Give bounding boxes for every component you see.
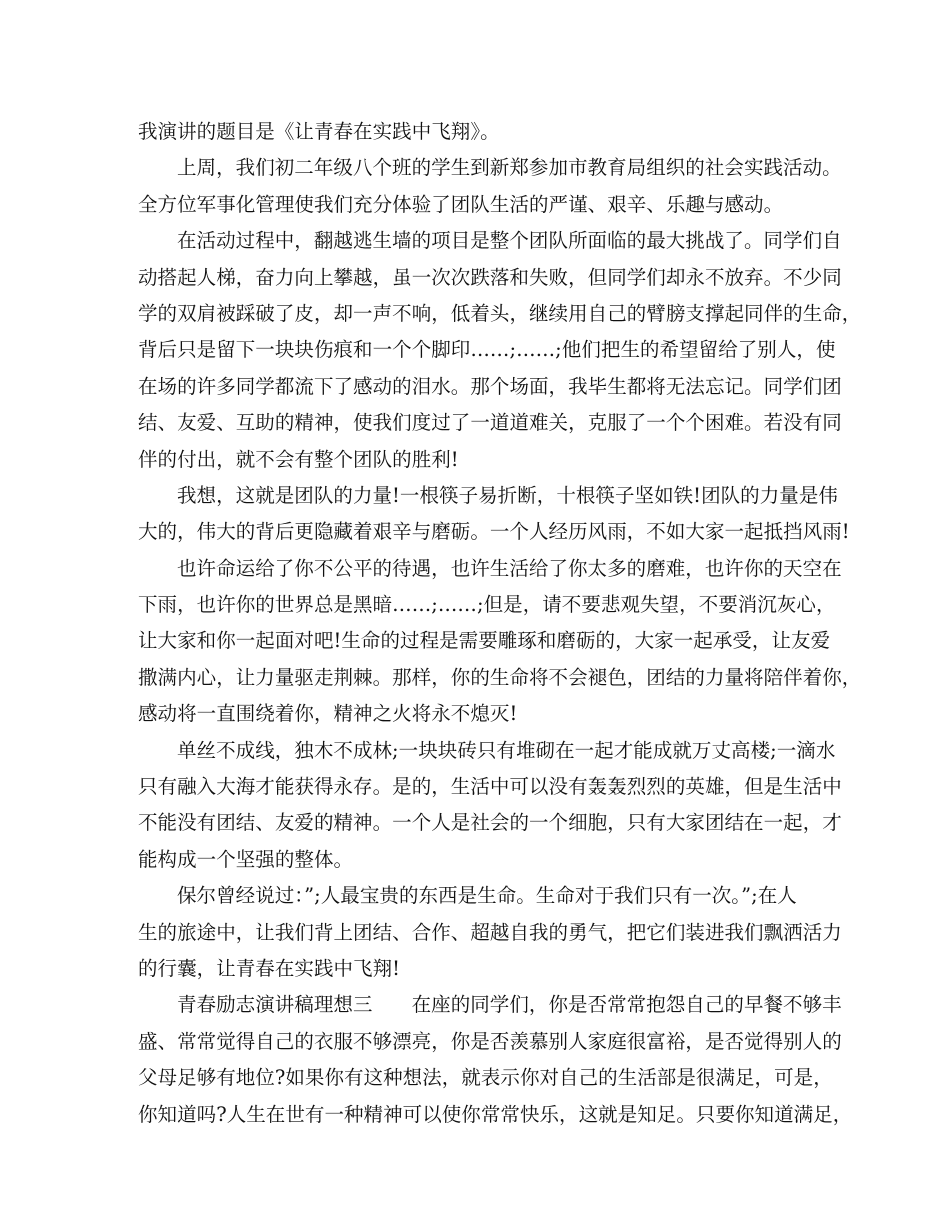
text-line: 让大家和你一起面对吧!生命的过程是需要雕琢和磨砺的，大家一起承受，让友爱 bbox=[138, 629, 831, 653]
text-line: 下雨，也许你的世界总是黑暗……;……;但是，请不要悲观失望，不要消沉灰心， bbox=[138, 593, 836, 617]
text-line: 生的旅途中，让我们背上团结、合作、超越自我的勇气，把它们装进我们飘洒活力 bbox=[138, 920, 842, 944]
text-line: 在场的许多同学都流下了感动的泪水。那个场面，我毕生都将无法忘记。同学们团 bbox=[138, 374, 842, 398]
document-body bbox=[138, 114, 862, 1133]
text-line: 父母足够有地位?如果你有这种想法，就表示你对自己的生活部是很满足，可是， bbox=[138, 1066, 833, 1090]
text-line: 青春励志演讲稿理想三 在座的同学们，你是否常常抱怨自己的早餐不够丰 bbox=[177, 993, 842, 1017]
text-line: 也许命运给了你不公平的待遇，也许生活给了你太多的磨难，也许你的天空在 bbox=[177, 556, 842, 580]
text-line: 保尔曾经说过：”;人最宝贵的东西是生命。生命对于我们只有一次。”;在人 bbox=[177, 884, 797, 908]
text-line: 上周，我们初二年级八个班的学生到新郑参加市教育局组织的社会实践活动。 bbox=[177, 156, 842, 180]
text-line: 伴的付出，就不会有整个团队的胜利! bbox=[138, 447, 459, 471]
text-line: 盛、常常觉得自己的衣服不够漂亮，你是否羡慕别人家庭很富裕，是否觉得别人的 bbox=[138, 1029, 842, 1053]
text-line: 我演讲的题目是《让青春在实践中飞翔》。 bbox=[138, 120, 500, 143]
text-line: 我想，这就是团队的力量!一根筷子易折断，十根筷子坚如铁!团队的力量是伟 bbox=[177, 483, 838, 507]
text-line: 大的，伟大的背后更隐藏着艰辛与磨砺。一个人经历风雨，不如大家一起抵挡风雨! bbox=[138, 520, 850, 544]
text-line: 的行囊，让青春在实践中飞翔! bbox=[138, 956, 401, 980]
text-line: 单丝不成线，独木不成林;一块块砖只有堆砌在一起才能成就万丈高楼;一滴水 bbox=[177, 738, 836, 762]
text-line: 撒满内心，让力量驱走荆棘。那样，你的生命将不会褪色，团结的力量将陪伴着你， bbox=[138, 665, 862, 689]
text-line: 感动将一直围绕着你，精神之火将永不熄灭! bbox=[138, 702, 518, 726]
text-line: 背后只是留下一块块伤痕和一个个脚印……;……;他们把生的希望留给了别人，使 bbox=[138, 338, 836, 362]
text-line: 只有融入大海才能获得永存。是的，生活中可以没有轰轰烈烈的英雄，但是生活中 bbox=[138, 775, 842, 799]
text-line: 动搭起人梯，奋力向上攀越，虽一次次跌落和失败，但同学们却永不放弃。不少同 bbox=[138, 265, 842, 289]
text-line: 你知道吗?人生在世有一种精神可以使你常常快乐，这就是知足。只要你知道满足， bbox=[138, 1102, 853, 1126]
text-line: 能构成一个坚强的整体。 bbox=[138, 847, 354, 871]
text-line: 全方位军事化管理使我们充分体验了团队生活的严谨、艰辛、乐趣与感动。 bbox=[138, 192, 784, 216]
text-line: 学的双肩被踩破了皮，却一声不响，低着头，继续用自己的臂膀支撑起同伴的生命， bbox=[138, 301, 862, 325]
text-line: 不能没有团结、友爱的精神。一个人是社会的一个细胞，只有大家团结在一起，才 bbox=[138, 811, 842, 835]
text-line: 在活动过程中，翻越逃生墙的项目是整个团队所面临的最大挑战了。同学们自 bbox=[177, 229, 842, 253]
text-line: 结、友爱、互助的精神，使我们度过了一道道难关，克服了一个个困难。若没有同 bbox=[138, 411, 842, 435]
